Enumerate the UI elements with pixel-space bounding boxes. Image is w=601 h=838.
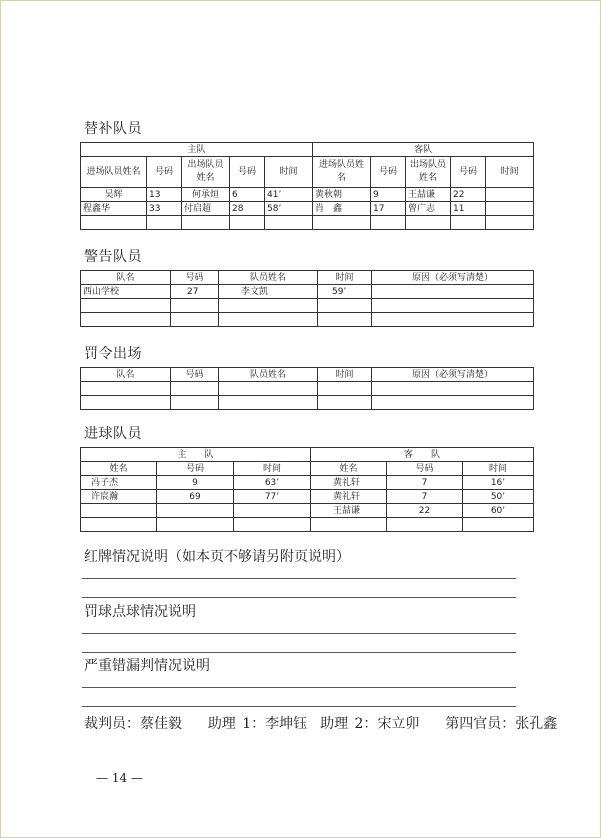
table-cell [463,518,534,532]
table-cell: 6 [230,188,265,202]
page-number: — 14 — [96,771,143,785]
table-row [81,396,534,410]
table-cell: 63’ [234,476,311,490]
table-row [81,188,534,202]
table-cell [486,216,534,230]
table-row [81,382,534,396]
table-cell: 吴辉 [81,188,147,202]
substitutes-title: 替补队员 [84,121,142,137]
table-cell: 50’ [463,490,534,504]
table-cell [406,216,451,230]
table-cell [318,299,372,313]
table-cell [230,216,265,230]
sendoffs-title: 罚令出场 [84,346,142,362]
column-header: 进场队员姓名 [81,157,147,188]
table-cell [372,285,534,299]
cautions-table [80,270,534,327]
table-cell: 16’ [463,476,534,490]
column-header: 原因（必须写清楚） [372,271,534,285]
column-header: 号码 [171,368,219,382]
table-cell [81,313,171,327]
column-header: 时间 [234,462,311,476]
fourth-official-name: 张孔鑫 [515,716,558,732]
officials-line [84,713,557,733]
table-row [81,313,534,327]
table-row [81,476,534,490]
table-cell [372,299,534,313]
table-row [81,285,534,299]
sendoffs-table [80,367,534,410]
table-cell: 黄礼轩 [311,490,387,504]
table-cell [451,216,486,230]
assistant2-name: 宋立卯 [377,716,420,732]
divider-line [82,633,516,634]
table-cell: 西山学校 [81,285,171,299]
column-header: 队员姓名 [219,368,318,382]
table-cell [171,299,219,313]
table-cell [157,504,234,518]
table-cell [387,518,463,532]
table-cell: 黄礼轩 [311,476,387,490]
table-cell: 28 [230,202,265,216]
table-row [81,490,534,504]
column-header: 号码 [371,157,406,188]
table-cell [486,202,534,216]
table-cell: 69 [157,490,234,504]
red-card-notes-title: 红牌情况说明（如本页不够请另附页说明） [84,549,350,565]
away-team-header: 客 队 [311,448,534,462]
table-cell [318,313,372,327]
column-header: 队员姓名 [219,271,318,285]
table-cell: 9 [371,188,406,202]
table-cell: 60’ [463,504,534,518]
table-cell [219,299,318,313]
table-cell [265,216,313,230]
column-header: 进场队员姓名 [313,157,371,188]
table-cell: 黄秋朝 [313,188,371,202]
table-cell: 肖 鑫 [313,202,371,216]
cautions-title: 警告队员 [84,249,142,265]
column-header: 时间 [265,157,313,188]
column-header: 时间 [318,271,372,285]
column-header: 号码 [387,462,463,476]
table-cell [234,504,311,518]
table-cell: 41’ [265,188,313,202]
table-cell [81,382,171,396]
substitutes-table [80,142,534,230]
table-cell: 7 [387,476,463,490]
table-cell [147,216,182,230]
table-cell: 11 [451,202,486,216]
table-cell: 33 [147,202,182,216]
column-header: 号码 [157,462,234,476]
table-row [81,216,534,230]
table-cell [219,382,318,396]
table-cell: 程鑫华 [81,202,147,216]
table-row [81,518,534,532]
home-team-header: 主队 [81,143,313,157]
table-cell: 冯子杰 [81,476,157,490]
divider-line [82,706,516,707]
table-cell [81,396,171,410]
table-cell: 13 [147,188,182,202]
scorers-table [80,447,534,532]
column-header: 号码 [230,157,265,188]
divider-line [82,652,516,653]
column-header: 时间 [486,157,534,188]
column-header: 出场队员姓名 [182,157,230,188]
assistant1-name: 李坤钰 [265,716,308,732]
table-cell: 59’ [318,285,372,299]
column-header: 时间 [318,368,372,382]
fourth-official-label: 第四官员： [445,716,516,732]
table-cell [171,396,219,410]
table-cell [81,216,147,230]
table-cell [313,216,371,230]
table-cell: 22 [387,504,463,518]
table-cell [311,518,387,532]
table-cell: 17 [371,202,406,216]
home-team-header: 主 队 [81,448,311,462]
assistant1-label: 助理 1： [207,716,266,732]
column-header: 号码 [451,157,486,188]
referee-name: 蔡佳毅 [140,716,182,732]
table-cell: 付启超 [182,202,230,216]
table-cell: 22 [451,188,486,202]
table-row [81,202,534,216]
table-cell [81,504,157,518]
table-cell: 27 [171,285,219,299]
table-row [81,299,534,313]
column-header: 号码 [171,271,219,285]
penalty-notes-title: 罚球点球情况说明 [84,604,196,620]
table-cell: 77’ [234,490,311,504]
table-cell [157,518,234,532]
table-cell [182,216,230,230]
table-cell [219,313,318,327]
divider-line [82,687,516,688]
column-header: 出场队员姓名 [406,157,451,188]
table-cell [318,396,372,410]
assistant2-label: 助理 2： [320,716,378,732]
table-cell [234,518,311,532]
divider-line [82,578,516,579]
table-cell: 9 [157,476,234,490]
column-header: 队名 [81,368,171,382]
table-cell: 何承烜 [182,188,230,202]
table-cell [219,396,318,410]
table-cell [372,313,534,327]
table-cell: 王喆谦 [311,504,387,518]
table-row [81,504,534,518]
scorers-title: 进球队员 [84,426,142,442]
table-cell [372,396,534,410]
table-cell: 许宸瀚 [81,490,157,504]
table-cell [371,216,406,230]
referee-label: 裁判员： [84,716,140,732]
table-cell: 58’ [265,202,313,216]
error-notes-title: 严重错漏判情况说明 [84,658,210,674]
column-header: 姓名 [81,462,157,476]
table-cell [171,313,219,327]
table-cell: 曾广志 [406,202,451,216]
column-header: 姓名 [311,462,387,476]
table-cell: 李文凯 [219,285,318,299]
table-cell [171,382,219,396]
table-cell: 王喆谦 [406,188,451,202]
divider-line [82,597,516,598]
away-team-header: 客队 [313,143,534,157]
column-header: 号码 [147,157,182,188]
column-header: 队名 [81,271,171,285]
table-cell [318,382,372,396]
column-header: 时间 [463,462,534,476]
table-cell: 7 [387,490,463,504]
column-header: 原因（必须写清楚） [372,368,534,382]
table-cell [372,382,534,396]
table-cell [81,299,171,313]
table-cell [486,188,534,202]
table-cell [81,518,157,532]
